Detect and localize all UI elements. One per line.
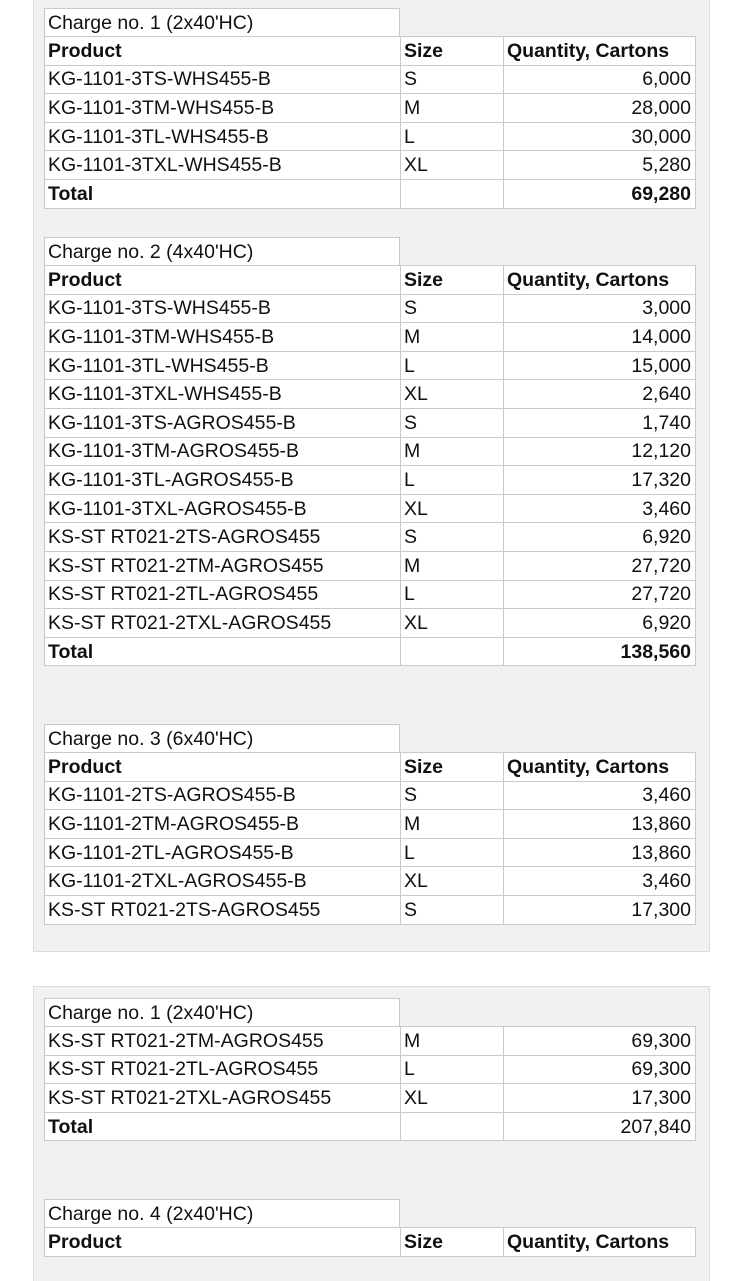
product-cell: KG-1101-3TXL-WHS455-B [45,151,401,180]
quantity-cell: 1,740 [504,408,696,437]
quantity-cell: 12,120 [504,437,696,466]
table-row [45,122,696,151]
product-header: Product [45,37,401,66]
product-cell: KG-1101-2TXL-AGROS455-B [45,867,401,896]
table-row [45,810,696,839]
total-value: 138,560 [504,637,696,666]
table-row [45,351,696,380]
size-cell: S [401,294,504,323]
size-cell: L [401,1055,504,1084]
size-cell: XL [401,867,504,896]
table-row [45,551,696,580]
product-cell: KS-ST RT021-2TS-AGROS455 [45,523,401,552]
quantity-header: Quantity, Cartons [504,266,696,295]
table-row [45,580,696,609]
product-cell: KS-ST RT021-2TL-AGROS455 [45,1055,401,1084]
product-header: Product [45,266,401,295]
size-cell: M [401,551,504,580]
quantity-header: Quantity, Cartons [504,1228,696,1257]
total-row [45,637,696,666]
size-header: Size [401,37,504,66]
table-row [45,380,696,409]
section-title: Charge no. 2 (4x40'HC) [44,237,400,265]
table-row [45,323,696,352]
table-row [45,94,696,123]
total-label: Total [45,637,401,666]
section-title: Charge no. 4 (2x40'HC) [44,1199,400,1227]
table-row [45,838,696,867]
product-cell: KG-1101-3TM-WHS455-B [45,94,401,123]
size-cell: S [401,781,504,810]
size-cell: M [401,810,504,839]
table-row [45,609,696,638]
size-header: Size [401,266,504,295]
product-cell: KG-1101-3TXL-WHS455-B [45,380,401,409]
product-cell: KG-1101-3TM-WHS455-B [45,323,401,352]
quantity-cell: 6,920 [504,523,696,552]
table-row [45,781,696,810]
quantity-cell: 27,720 [504,580,696,609]
quantity-cell: 15,000 [504,351,696,380]
product-cell: KG-1101-2TS-AGROS455-B [45,781,401,810]
empty-cell [401,179,504,208]
table-row [45,294,696,323]
empty-cell [401,1112,504,1141]
product-cell: KG-1101-3TL-WHS455-B [45,122,401,151]
total-label: Total [45,179,401,208]
total-row [45,179,696,208]
charge-table [44,1026,696,1141]
quantity-cell: 69,300 [504,1055,696,1084]
product-cell: KG-1101-3TS-AGROS455-B [45,408,401,437]
size-cell: M [401,1027,504,1056]
quantity-cell: 3,000 [504,294,696,323]
size-cell: S [401,65,504,94]
charge-section-2 [44,237,695,666]
total-label: Total [45,1112,401,1141]
table-row [45,408,696,437]
size-cell: M [401,323,504,352]
quantity-cell: 3,460 [504,781,696,810]
product-header: Product [45,1228,401,1257]
quantity-cell: 28,000 [504,94,696,123]
quantity-cell: 5,280 [504,151,696,180]
product-header: Product [45,753,401,782]
size-cell: L [401,122,504,151]
section-title: Charge no. 3 (6x40'HC) [44,724,400,752]
quantity-cell: 30,000 [504,122,696,151]
table-row [45,151,696,180]
charge-section-1 [44,8,695,209]
header-row [45,266,696,295]
section-title: Charge no. 1 (2x40'HC) [44,8,400,36]
charge-section-3 [44,724,695,925]
header-row [45,753,696,782]
quantity-header: Quantity, Cartons [504,37,696,66]
quantity-cell: 69,300 [504,1027,696,1056]
product-cell: KG-1101-3TL-WHS455-B [45,351,401,380]
size-cell: XL [401,151,504,180]
size-cell: M [401,437,504,466]
table-row [45,523,696,552]
quantity-cell: 13,860 [504,810,696,839]
size-cell: L [401,466,504,495]
section-title: Charge no. 1 (2x40'HC) [44,998,400,1026]
size-cell: S [401,408,504,437]
charge-table [44,1227,696,1257]
total-value: 207,840 [504,1112,696,1141]
charge-section-5 [44,1199,695,1257]
header-row [45,1228,696,1257]
quantity-cell: 17,300 [504,1084,696,1113]
product-cell: KG-1101-2TL-AGROS455-B [45,838,401,867]
product-cell: KS-ST RT021-2TS-AGROS455 [45,895,401,924]
charge-table [44,36,696,209]
quantity-cell: 17,320 [504,466,696,495]
header-row [45,37,696,66]
product-cell: KS-ST RT021-2TXL-AGROS455 [45,1084,401,1113]
size-cell: S [401,895,504,924]
product-cell: KS-ST RT021-2TM-AGROS455 [45,1027,401,1056]
charge-table [44,265,696,666]
size-cell: S [401,523,504,552]
product-cell: KS-ST RT021-2TXL-AGROS455 [45,609,401,638]
quantity-cell: 27,720 [504,551,696,580]
quantity-cell: 3,460 [504,867,696,896]
product-cell: KG-1101-3TM-AGROS455-B [45,437,401,466]
quantity-cell: 6,000 [504,65,696,94]
size-header: Size [401,753,504,782]
charge-section-4 [44,998,695,1141]
size-cell: XL [401,1084,504,1113]
quantity-cell: 6,920 [504,609,696,638]
charge-table [44,752,696,925]
product-cell: KS-ST RT021-2TM-AGROS455 [45,551,401,580]
quantity-cell: 3,460 [504,494,696,523]
size-cell: L [401,838,504,867]
table-row [45,895,696,924]
size-cell: L [401,580,504,609]
quantity-cell: 14,000 [504,323,696,352]
table-row [45,65,696,94]
total-row [45,1112,696,1141]
product-cell: KS-ST RT021-2TL-AGROS455 [45,580,401,609]
table-row [45,494,696,523]
size-cell: L [401,351,504,380]
quantity-cell: 17,300 [504,895,696,924]
table-row [45,1084,696,1113]
table-row [45,466,696,495]
empty-cell [401,637,504,666]
table-row [45,1055,696,1084]
size-cell: XL [401,609,504,638]
total-value: 69,280 [504,179,696,208]
product-cell: KG-1101-3TS-WHS455-B [45,294,401,323]
table-row [45,867,696,896]
table-row [45,1027,696,1056]
product-cell: KG-1101-3TXL-AGROS455-B [45,494,401,523]
quantity-cell: 2,640 [504,380,696,409]
quantity-cell: 13,860 [504,838,696,867]
size-cell: XL [401,380,504,409]
table-row [45,437,696,466]
product-cell: KG-1101-3TS-WHS455-B [45,65,401,94]
quantity-header: Quantity, Cartons [504,753,696,782]
size-cell: XL [401,494,504,523]
size-cell: M [401,94,504,123]
size-header: Size [401,1228,504,1257]
product-cell: KG-1101-3TL-AGROS455-B [45,466,401,495]
product-cell: KG-1101-2TM-AGROS455-B [45,810,401,839]
